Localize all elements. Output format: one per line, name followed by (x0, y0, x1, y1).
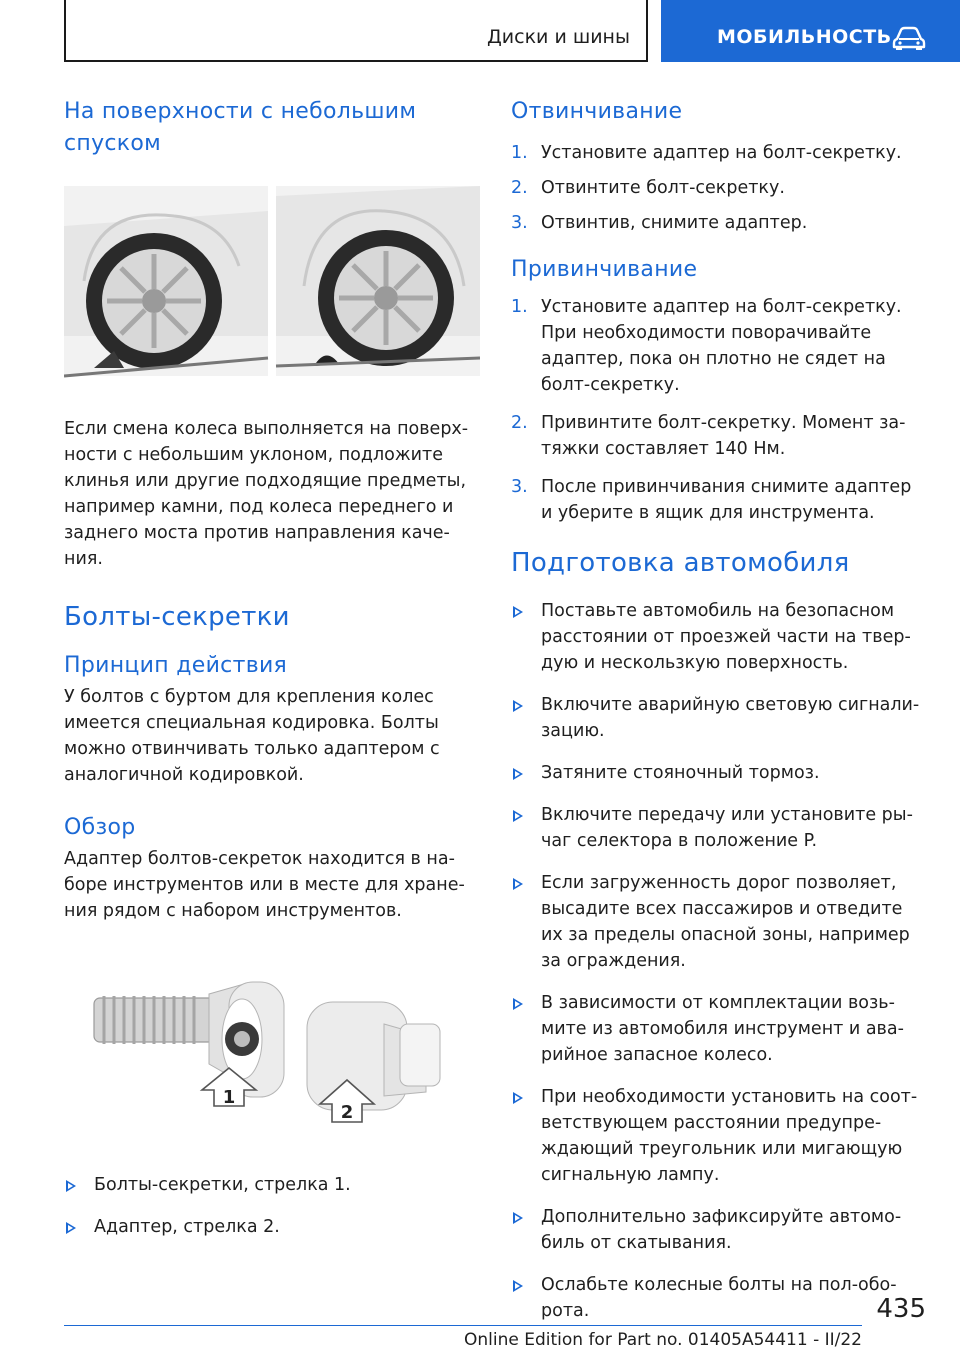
list-item: 3. После привинчивания снимите адаптер и уберите в ящик для инструмента. (511, 477, 912, 523)
footer-edition: Online Edition for Part no. 01405A54411 - II/22 (463, 1330, 862, 1350)
footer-divider (64, 1325, 862, 1326)
triangle-bullet-icon (513, 1092, 523, 1104)
slope-text: Если смена колеса выполняется на поверхности с небольшим уклоном, подложите клинья или другие подходящие предметы, например камни, под колеса переднего и заднего моста против направления качения. (64, 419, 469, 569)
list-item: 2. Отвинтите болт-секретку. (511, 178, 785, 198)
list-item: Если загруженность дорог позволяет, высадите всех пассажиров и отведите их за пределы опасной зоны, например за ограждения. (511, 870, 927, 974)
list-item: Поставьте автомобиль на безопасном расстоянии от проезжей части на твердую и нескользкую поверхность. (511, 598, 927, 676)
figure-label-2: 2 (340, 1102, 354, 1123)
car-icon (892, 26, 926, 50)
list-item: Дополнительно зафиксируйте автомобиль от скатывания. (511, 1204, 927, 1256)
screw-heading: Привинчивание (511, 257, 698, 282)
unscrew-heading: Отвинчивание (511, 99, 683, 124)
list-item: При необходимости установить на соответствующем расстоянии предупреждающий треугольник или мигающую сигнальную лампу. (511, 1084, 927, 1188)
list-item: 1. Установите адаптер на болт-секретку. (511, 143, 902, 163)
principle-heading: Принцип действия (64, 653, 288, 678)
screw-steps (511, 294, 927, 526)
overview-text: Адаптер болтов-секреток находится в наборе инструментов или в месте для хранения рядом с набором инструментов. (64, 849, 465, 921)
left-column (64, 96, 480, 1256)
triangle-bullet-icon (66, 1180, 76, 1192)
list-item: В зависимости от комплектации возьмите из автомобиля инструмент и аварийное запасное колесо. (511, 990, 927, 1068)
right-column (511, 96, 927, 1340)
lock-bolt-illustration (64, 964, 480, 1154)
figure-legend-list (64, 1172, 480, 1240)
header-chapter-label: МОБИЛЬНОСТЬ (717, 26, 892, 48)
triangle-bullet-icon (513, 998, 523, 1010)
list-item: 2. Привинтите болт-секретку. Момент затяжки составляет 140 Нм. (511, 413, 906, 459)
triangle-bullet-icon (513, 810, 523, 822)
slope-heading: На поверхности с небольшим спуском (64, 99, 417, 156)
triangle-bullet-icon (513, 1280, 523, 1292)
header-section-box (64, 0, 648, 62)
triangle-bullet-icon (513, 768, 523, 780)
page-number: 435 (876, 1294, 926, 1324)
triangle-bullet-icon (513, 878, 523, 890)
triangle-bullet-icon (513, 700, 523, 712)
principle-text: У болтов с буртом для крепления колес имеется специальная кодировка. Болты можно отвинчивать только адаптером с аналогичной кодировкой. (64, 687, 440, 785)
prep-list (511, 598, 927, 1324)
list-item: 3. Отвинтив, снимите адаптер. (511, 213, 808, 233)
triangle-bullet-icon (66, 1222, 76, 1234)
list-item: Адаптер, стрелка 2. (64, 1214, 480, 1240)
header-section-title: Диски и шины (486, 26, 630, 48)
list-item: Включите передачу или установите рычаг селектора в положение P. (511, 802, 927, 854)
triangle-bullet-icon (513, 1212, 523, 1224)
unscrew-steps (511, 140, 927, 236)
list-item: 1. Установите адаптер на болт-секретку. При необходимости поворачивайте адаптер, пока он плотно не сядет на болт-секретку. (511, 297, 902, 395)
overview-heading: Обзор (64, 815, 136, 840)
list-item: Затяните стояночный тормоз. (511, 760, 927, 786)
bolts-heading: Болты-секретки (64, 602, 290, 632)
prep-heading: Подготовка автомобиля (511, 548, 850, 578)
triangle-bullet-icon (513, 606, 523, 618)
list-item: Включите аварийную световую сигнализацию. (511, 692, 927, 744)
list-item: Ослабьте колесные болты на пол-оборота. (511, 1272, 927, 1324)
figure-label-1: 1 (222, 1087, 236, 1108)
wheel-chock-illustration (64, 186, 480, 390)
header-chapter-tab (661, 0, 960, 62)
list-item: Болты-секретки, стрелка 1. (64, 1172, 480, 1198)
